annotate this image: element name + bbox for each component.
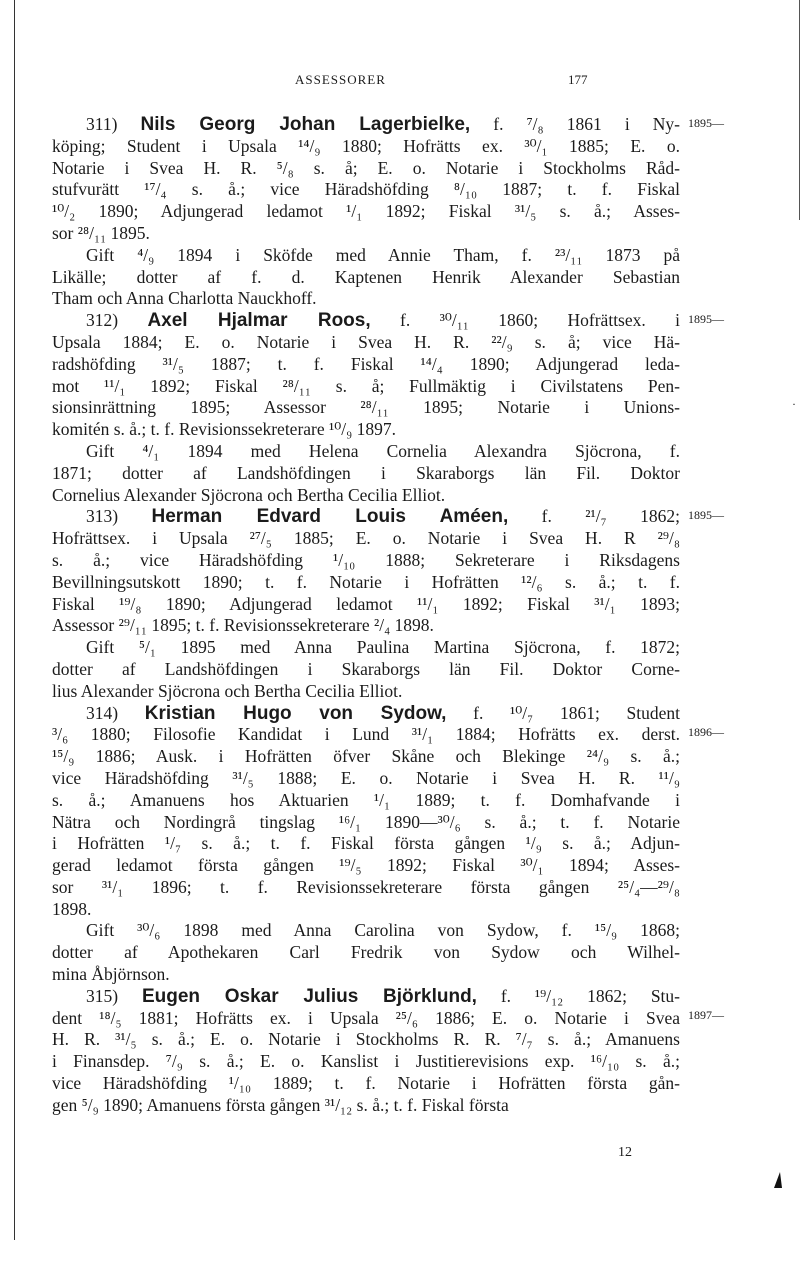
- person-name: Eugen Oskar Julius Björklund,: [141, 985, 477, 1007]
- biography-entry: [52, 986, 680, 1117]
- text-line: 1898.: [52, 898, 92, 919]
- text-line: i Hofrätten ¹/₇ s. å.; t. f. Fiskal första gången ¹/₉ s. å.; Adjun-: [52, 833, 680, 854]
- entry-number: 313): [86, 506, 119, 527]
- biography-entry: [52, 506, 680, 702]
- entry-first-line-text: f. ¹⁰/₇ 1861; Student: [446, 702, 681, 723]
- margin-year: 1895—: [688, 508, 724, 522]
- text-line: sionsinrättning 1895; Assessor ²⁸/₁₁ 1895; Notarie i Unions-: [52, 397, 680, 418]
- biography-entry: [52, 703, 680, 986]
- margin-year: 1897—: [688, 1008, 724, 1022]
- text-line: dent ¹⁸/₅ 1881; Hofrätts ex. i Upsala ²⁵/₆ 1886; E. o. Notarie i Svea: [52, 1007, 680, 1028]
- person-name: Nils Georg Johan Lagerbielke,: [140, 114, 471, 135]
- marriage-line: mina Åbjörnson.: [52, 964, 170, 985]
- marriage-line: Gift ⁵/₁ 1895 med Anna Paulina Martina Sjöcrona, f. 1872;: [86, 637, 680, 658]
- marriage-line: Likälle; dotter af f. d. Kaptenen Henrik Alexander Sebastian: [52, 266, 680, 287]
- text-line: ¹⁰/₂ 1890; Adjungerad ledamot ¹/₁ 1892; Fiskal ³¹/₅ s. å.; Asses-: [52, 201, 680, 222]
- text-line: Fiskal ¹⁹/₈ 1890; Adjungerad ledamot ¹¹/₁ 1892; Fiskal ³¹/₁ 1893;: [52, 593, 680, 614]
- margin-year: 1895—: [688, 116, 724, 130]
- right-edge-rule: [799, 0, 800, 220]
- entry-number: 312): [86, 310, 119, 331]
- marriage-line: Tham och Anna Charlotta Nauckhoff.: [52, 288, 317, 309]
- marriage-line: lius Alexander Sjöcrona och Bertha Cecilia Elliot.: [52, 680, 403, 701]
- running-title: ASSESSORER: [295, 72, 386, 87]
- entry-first-line: [52, 986, 680, 1008]
- text-line: sor ³¹/₁ 1896; t. f. Revisionssekreterare första gången ²⁵/₄—²⁹/₈: [52, 876, 680, 897]
- left-edge-rule: [14, 0, 15, 1240]
- entry-first-line-text: f. ¹⁹/₁₂ 1862; Stu-: [476, 985, 681, 1006]
- text-line: s. å.; Amanuens hos Aktuarien ¹/₁ 1889; t. f. Domhafvande i: [52, 789, 680, 810]
- marriage-line: dotter af Apothekaren Carl Fredrik von Sydow och Wilhel-: [52, 942, 680, 963]
- marriage-line: Gift ⁴/₉ 1894 i Sköfde med Annie Tham, f. ²³/₁₁ 1873 på: [86, 244, 680, 265]
- text-line: Hofrättsex. i Upsala ²⁷/₅ 1885; E. o. Notarie i Svea H. R ²⁹/₈: [52, 528, 680, 549]
- text-line: ³/₆ 1880; Filosofie Kandidat i Lund ³¹/₁ 1884; Hofrätts ex. derst.: [52, 724, 680, 745]
- entry-first-line-text: f. ⁷/₈ 1861 i Ny-: [470, 114, 681, 134]
- page-number: 177: [568, 72, 588, 87]
- text-line: ¹⁵/₉ 1886; Ausk. i Hofrätten öfver Skåne och Blekinge ²⁴/₉ s. å.;: [52, 746, 680, 767]
- margin-year: 1895—: [688, 312, 724, 326]
- entry-first-line: [52, 310, 680, 332]
- marriage-line: Gift ⁴/₁ 1894 med Helena Cornelia Alexandra Sjöcrona, f.: [86, 440, 680, 461]
- entry-first-line: [52, 506, 680, 528]
- entry-first-line-text: f. ³⁰/₁₁ 1860; Hofrättsex. i: [370, 310, 680, 331]
- text-line: komitén s. å.; t. f. Revisionssekreterare ¹⁰/₉ 1897.: [52, 419, 396, 440]
- text-line: stufvurätt ¹⁷/₄ s. å.; vice Häradshöfding ⁸/₁₀ 1887; t. f. Fiskal: [52, 179, 680, 200]
- biography-entry: [52, 114, 680, 310]
- text-line: radshöfding ³¹/₅ 1887; t. f. Fiskal ¹⁴/₄ 1890; Adjungerad leda-: [52, 353, 680, 374]
- entry-first-line-text: f. ²¹/₇ 1862;: [508, 506, 680, 527]
- entry-number: 315): [86, 985, 119, 1006]
- text-line: s. å.; vice Häradshöfding ¹/₁₀ 1888; Sekreterare i Riksdagens: [52, 549, 680, 570]
- biography-entry: [52, 310, 680, 506]
- text-line: gen ⁵/₉ 1890; Amanuens första gången ³¹/₁₂ s. å.; t. f. Fiskal första: [52, 1094, 509, 1115]
- marriage-line: dotter af Landshöfdingen i Skaraborgs län Fil. Doktor Corne-: [52, 658, 680, 679]
- margin-year: 1896—: [688, 725, 724, 739]
- text-line: Assessor ²⁹/₁₁ 1895; t. f. Revisionssekreterare ²/₄ 1898.: [52, 615, 434, 636]
- signature-mark: 12: [618, 1145, 632, 1160]
- entry-first-line: [52, 114, 680, 136]
- text-line: gerad ledamot första gången ¹⁹/₅ 1892; Fiskal ³⁰/₁ 1894; Asses-: [52, 855, 680, 876]
- person-name: Axel Hjalmar Roos,: [147, 310, 371, 332]
- text-line: Bevillningsutskott 1890; t. f. Notarie i Hofrätten ¹²/₆ s. å.; t. f.: [52, 571, 680, 592]
- entry-first-line: [52, 703, 680, 725]
- text-line: vice Häradshöfding ¹/₁₀ 1889; t. f. Notarie i Hofrätten första gån-: [52, 1073, 680, 1094]
- text-line: i Finansdep. ⁷/₉ s. å.; E. o. Kanslist i Justitierevisions exp. ¹⁶/₁₀ s. å.;: [52, 1051, 680, 1072]
- text-line: vice Häradshöfding ³¹/₅ 1888; E. o. Notarie i Svea H. R. ¹¹/₉: [52, 767, 680, 788]
- page-header: [0, 72, 808, 96]
- main-text: [52, 114, 680, 1117]
- text-line: mot ¹¹/₁ 1892; Fiskal ²⁸/₁₁ s. å; Fullmäktig i Civilstatens Pen-: [52, 375, 680, 396]
- marriage-line: Cornelius Alexander Sjöcrona och Bertha Cecilia Elliot.: [52, 484, 446, 505]
- text-line: H. R. ³¹/₅ s. å.; E. o. Notarie i Stockholms R. R. ⁷/₇ s. å.; Amanuens: [52, 1029, 680, 1050]
- marriage-line: 1871; dotter af Landshöfdingen i Skaraborgs län Fil. Doktor: [52, 462, 680, 483]
- entry-number: 314): [86, 702, 119, 723]
- entry-number: 311): [86, 114, 118, 134]
- margin-dot: ·: [792, 397, 796, 411]
- person-name: Herman Edvard Louis Améen,: [151, 506, 509, 528]
- text-line: Notarie i Svea H. R. ⁵/₈ s. å; E. o. Notarie i Stockholms Råd-: [52, 157, 680, 178]
- text-line: köping; Student i Upsala ¹⁴/₉ 1880; Hofrätts ex. ³⁰/₁ 1885; E. o.: [52, 135, 680, 156]
- person-name: Kristian Hugo von Sydow,: [144, 702, 447, 724]
- marriage-line: Gift ³⁰/₆ 1898 med Anna Carolina von Sydow, f. ¹⁵/₉ 1868;: [86, 920, 680, 941]
- text-line: Nätra och Nordingrå tingslag ¹⁶/₁ 1890—³⁰/₆ s. å.; t. f. Notarie: [52, 811, 680, 832]
- margin-mark: [774, 1172, 782, 1188]
- text-line: Upsala 1884; E. o. Notarie i Svea H. R. ²²/₉ s. å; vice Hä-: [52, 331, 680, 352]
- text-line: sor ²⁸/₁₁ 1895.: [52, 222, 150, 243]
